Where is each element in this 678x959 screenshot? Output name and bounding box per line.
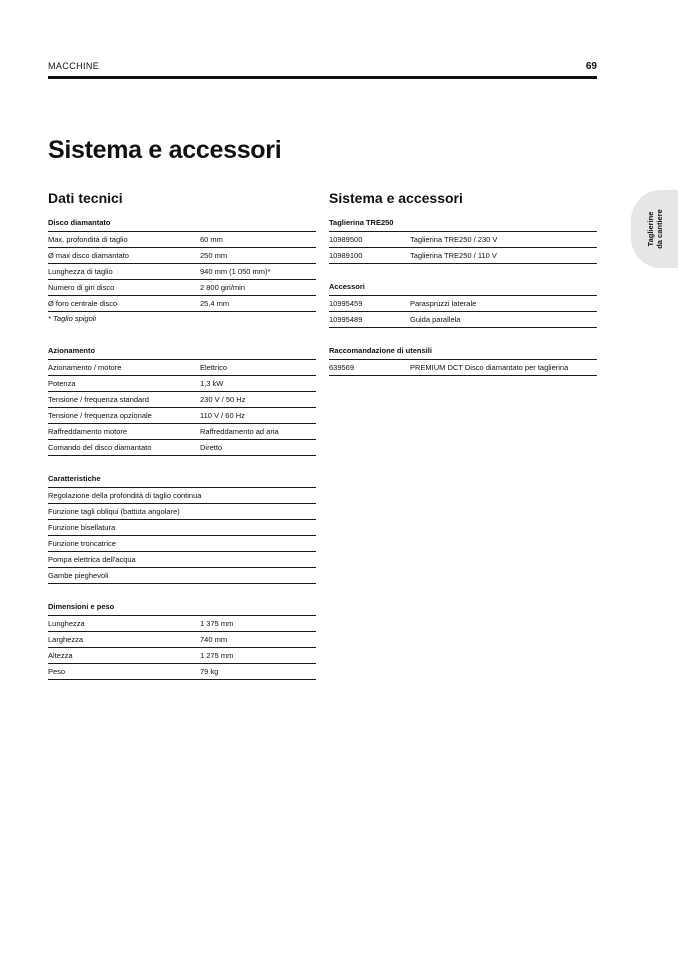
header-divider <box>48 76 597 79</box>
article-description: Taglierina TRE250 / 230 V <box>410 235 498 244</box>
side-tab[interactable] <box>631 190 678 268</box>
table-row <box>329 359 597 375</box>
table-bottom-rule <box>48 311 316 312</box>
article-code: 10995489 <box>329 315 363 324</box>
table-row <box>48 615 316 631</box>
spec-value: Diretto <box>200 443 223 452</box>
table-row <box>48 663 316 679</box>
table-row <box>329 231 597 247</box>
spec-value: 1 375 mm <box>200 619 234 628</box>
section-title-utensili: Raccomandazione di utensili <box>329 346 432 355</box>
spec-label: Larghezza <box>48 635 84 644</box>
table-bottom-rule <box>48 679 316 680</box>
side-tab-line2: da cantiere <box>654 209 664 249</box>
table-row <box>48 503 316 519</box>
section-title-azionamento: Azionamento <box>48 346 96 355</box>
table-row <box>329 247 597 263</box>
table-row <box>329 295 597 311</box>
table-row <box>329 311 597 327</box>
spec-value: 1,3 kW <box>200 379 224 388</box>
spec-value: 1 275 mm <box>200 651 234 660</box>
table-row <box>48 567 316 583</box>
spec-value: Elettrico <box>200 363 228 372</box>
spec-value: 25,4 mm <box>200 299 230 308</box>
feature-text: Funzione tagli obliqui (battuta angolare) <box>48 507 180 516</box>
table-bottom-rule <box>329 375 597 376</box>
article-code: 10989500 <box>329 235 363 244</box>
spec-label: Tensione / frequenza opzionale <box>48 411 152 420</box>
table-row <box>48 391 316 407</box>
feature-text: Funzione troncatrice <box>48 539 116 548</box>
table-row <box>48 359 316 375</box>
feature-text: Gambe pieghevoli <box>48 571 109 580</box>
section-title-taglierina: Taglierina TRE250 <box>329 218 394 227</box>
spec-value: 230 V / 50 Hz <box>200 395 246 404</box>
spec-label: Lunghezza di taglio <box>48 267 113 276</box>
section-title-accessori: Accessori <box>329 282 365 291</box>
right-column-title: Sistema e accessori <box>329 190 463 206</box>
article-description: Guida parallela <box>410 315 461 324</box>
spec-value: 740 mm <box>200 635 228 644</box>
table-row <box>48 647 316 663</box>
header-section-label: MACCHINE <box>48 61 100 71</box>
spec-value: Raffreddamento ad aria <box>200 427 279 436</box>
side-tab-label <box>646 209 664 249</box>
spec-value: 940 mm (1 050 mm)* <box>200 267 271 276</box>
feature-text: Funzione bisellatura <box>48 523 116 532</box>
spec-label: Potenza <box>48 379 76 388</box>
table-bottom-rule <box>329 327 597 328</box>
spec-label: Ø foro centrale disco <box>48 299 118 308</box>
table-row <box>48 439 316 455</box>
spec-label: Numero di giri disco <box>48 283 115 292</box>
footnote: * Taglio spigoli <box>48 314 97 323</box>
table-row <box>48 551 316 567</box>
table-bottom-rule <box>48 583 316 584</box>
spec-label: Tensione / frequenza standard <box>48 395 149 404</box>
article-code: 10989100 <box>329 251 363 260</box>
table-row <box>48 263 316 279</box>
spec-label: Peso <box>48 667 66 676</box>
spec-label: Altezza <box>48 651 73 660</box>
spec-label: Ø max disco diamantato <box>48 251 129 260</box>
table-row <box>48 279 316 295</box>
feature-text: Pompa elettrica dell'acqua <box>48 555 136 564</box>
table-row <box>48 407 316 423</box>
table-row <box>48 231 316 247</box>
spec-value: 110 V / 60 Hz <box>200 411 245 420</box>
table-bottom-rule <box>48 455 316 456</box>
article-description: Taglierina TRE250 / 110 V <box>410 251 497 260</box>
spec-label: Comando del disco diamantato <box>48 443 152 452</box>
table-row <box>48 519 316 535</box>
table-row <box>48 247 316 263</box>
spec-label: Raffreddamento motore <box>48 427 128 436</box>
left-column-title: Dati tecnici <box>48 190 123 206</box>
spec-value: 79 kg <box>200 667 219 676</box>
section-title-disco: Disco diamantato <box>48 218 111 227</box>
section-title-caratteristiche: Caratteristiche <box>48 474 101 483</box>
feature-text: Regolazione della profondità di taglio continua <box>48 491 202 500</box>
section-title-dimensioni: Dimensioni e peso <box>48 602 115 611</box>
side-tab-line1: Taglierine <box>645 211 655 247</box>
spec-value: 250 mm <box>200 251 228 260</box>
article-code: 10995459 <box>329 299 363 308</box>
article-code: 639569 <box>329 363 355 372</box>
table-row <box>48 295 316 311</box>
table-row <box>48 375 316 391</box>
table-row <box>48 487 316 503</box>
spec-value: 2 800 giri/min <box>200 283 246 292</box>
page-title: Sistema e accessori <box>48 136 282 164</box>
table-row <box>48 423 316 439</box>
article-description: PREMIUM DCT Disco diamantato per taglierina <box>410 363 569 372</box>
spec-label: Max. profondità di taglio <box>48 235 128 244</box>
table-bottom-rule <box>329 263 597 264</box>
spec-value: 60 mm <box>200 235 223 244</box>
article-description: Paraspruzzi laterale <box>410 299 477 308</box>
spec-label: Azionamento / motore <box>48 363 122 372</box>
page-number: 69 <box>585 61 597 72</box>
spec-label: Lunghezza <box>48 619 85 628</box>
table-row <box>48 535 316 551</box>
table-row <box>48 631 316 647</box>
